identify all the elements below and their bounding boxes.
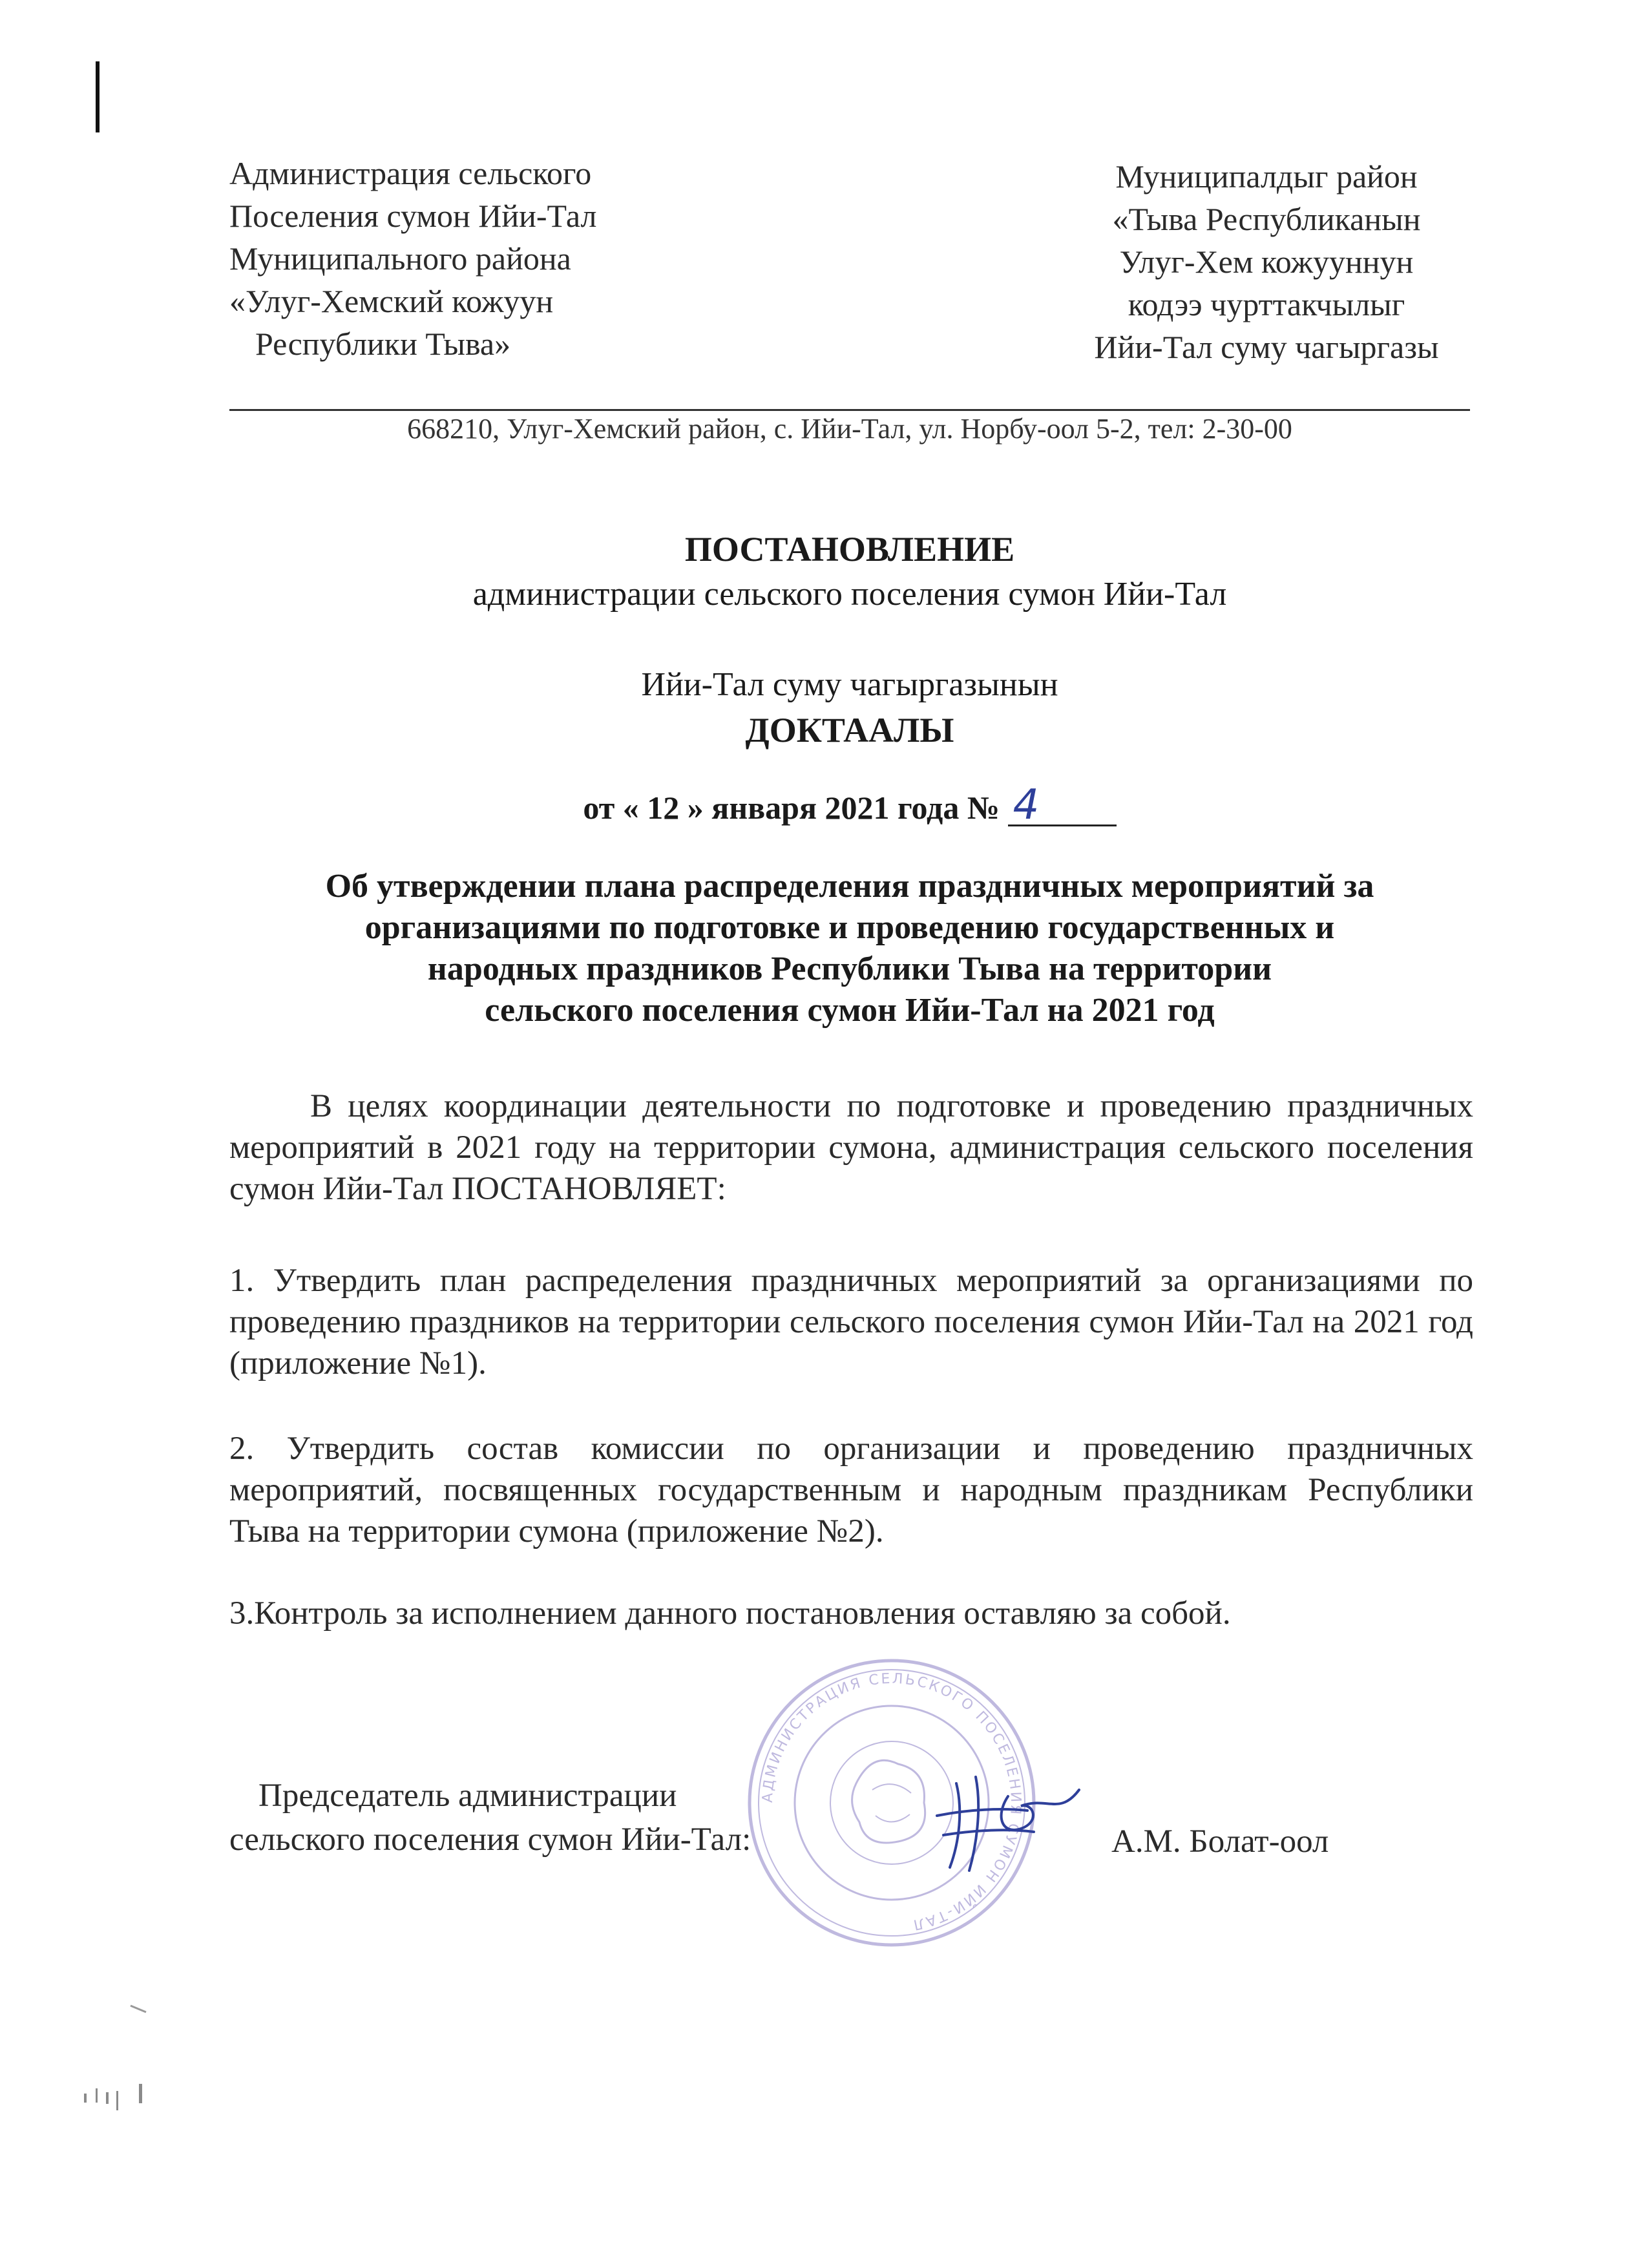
scan-speck-icon [129, 2003, 149, 2016]
header-right-line: кодээ чурттакчылыг [1128, 286, 1405, 322]
handwritten-signature-icon [930, 1770, 1086, 1874]
intro-paragraph: В целях координации деятельности по подготовке и проведению праздничных мероприятий в 2021 году на территории сумона, администрация сельского поселения сумон Ийи-Тал ПОСТАНОВЛЯЕТ: [229, 1088, 1473, 1207]
address-line: 668210, Улуг-Хемский район, с. Ийи-Тал, ул. Норбу-оол 5-2, тел: 2-30-00 [407, 413, 1292, 445]
subject-heading [229, 866, 1470, 1031]
document-subtitle: администрации сельского поселения сумон Ийи-Тал [472, 576, 1227, 613]
header-left-line: Администрация сельского [229, 155, 592, 191]
scan-margin-mark [96, 61, 100, 132]
header-right-block [1008, 155, 1525, 368]
header-right-line: Ийи-Тал суму чагыргазы [1094, 329, 1439, 365]
signatory-name: А.М. Болат-оол [1111, 1823, 1329, 1860]
document-number: 4 [1008, 786, 1117, 826]
subject-line: сельского поселения сумон Ийи-Тал на 2021 год [485, 992, 1215, 1029]
item-1-paragraph: 1. Утвердить план распределения праздничных мероприятий за организациями по проведению праздников на территории сельского поселения сумон Ийи-Тал на 2021 год (приложение №1). [229, 1263, 1473, 1381]
header-left-line: «Улуг-Хемский кожуун [229, 283, 554, 319]
signatory-position [229, 1774, 876, 1862]
seal-text: АДМИНИСТРАЦИЯ СЕЛЬСКОГО ПОСЕЛЕНИЯ СУМОН ИЙИ-ТАЛ [759, 1670, 1024, 1933]
header-left-line: Поселения сумон Ийи-Тал [229, 198, 597, 234]
date-number-line [229, 781, 1470, 830]
header-right-line: «Тыва Республиканын [1112, 201, 1421, 237]
header-left-line: Республики Тыва» [255, 326, 511, 362]
document-title-tuvan: ДОКТААЛЫ [745, 711, 954, 750]
scan-speck-icon [78, 2074, 162, 2132]
document-title: ПОСТАНОВЛЕНИЕ [684, 530, 1015, 569]
item-2-paragraph: 2. Утвердить состав комиссии по организации и проведению праздничных мероприятий, посвященных государственным и народным праздникам Республики Тыва на территории сумона (приложение №2). [229, 1431, 1473, 1549]
item-3-paragraph: 3.Контроль за исполнением данного постановления оставляю за собой. [229, 1595, 1231, 1632]
subject-line: народных праздников Республики Тыва на территории [427, 950, 1272, 987]
position-line: сельского поселения сумон Ийи-Тал: [229, 1822, 751, 1858]
subject-line: Об утверждении плана распределения праздничных мероприятий за [325, 868, 1374, 905]
subject-line: организациями по подготовке и проведению государственных и [364, 909, 1335, 946]
header-right-line: Муниципалдыг район [1115, 158, 1418, 194]
header-left-line: Муниципального района [229, 240, 571, 277]
document-title-tuvan-line: Ийи-Тал суму чагыргазынын [641, 666, 1058, 703]
position-line: Председатель администрации [258, 1778, 677, 1814]
header-right-line: Улуг-Хем кожууннун [1119, 244, 1414, 280]
header-left-block [229, 152, 811, 365]
date-text: от « 12 » января 2021 года № [583, 790, 1000, 826]
